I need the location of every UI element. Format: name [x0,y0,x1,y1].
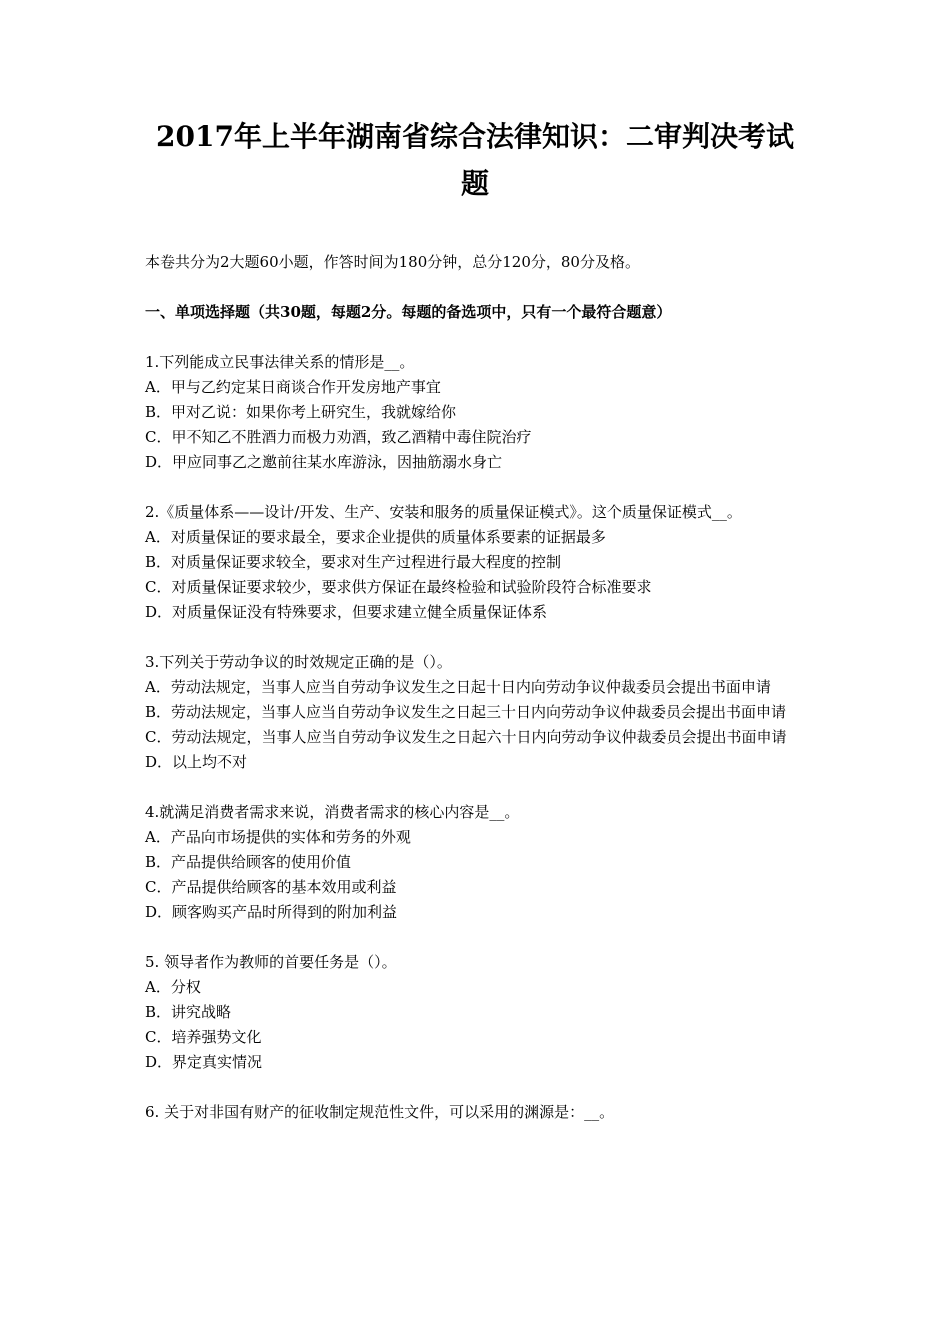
option-a: A．分权 [145,978,201,996]
option-a: A．对质量保证的要求最全，要求企业提供的质量体系要素的证据最多 [145,528,606,546]
question-stem: 4.就满足消费者需求来说，消费者需求的核心内容是__。 [145,803,520,821]
question-list [145,350,815,1150]
option-b: B．对质量保证要求较全，要求对生产过程进行最大程度的控制 [145,553,562,571]
question-stem: 2.《质量体系——设计/开发、生产、安装和服务的质量保证模式》。这个质量保证模式__。 [145,503,742,521]
option-c: C．劳动法规定，当事人应当自劳动争议发生之日起六十日内向劳动争议仲裁委员会提出书面申请 [145,728,787,746]
option-c: C．对质量保证要求较少，要求供方保证在最终检验和试验阶段符合标准要求 [145,578,652,596]
question-2 [145,500,815,625]
option-d: D．以上均不对 [145,753,248,771]
option-b: B．劳动法规定，当事人应当自劳动争议发生之日起三十日内向劳动争议仲裁委员会提出书面申请 [145,703,787,721]
question-5 [145,950,815,1075]
section-heading: 一、单项选择题（共30题，每题2分。每题的备选项中，只有一个最符合题意） [145,303,672,321]
option-c: C．甲不知乙不胜酒力而极力劝酒，致乙酒精中毒住院治疗 [145,428,532,446]
option-b: B．产品提供给顾客的使用价值 [145,853,352,871]
document-title: 2017年上半年湖南省综合法律知识：二审判决考试题 [156,120,794,200]
exam-intro: 本卷共分为2大题60小题，作答时间为180分钟，总分120分，80分及格。 [145,253,640,271]
option-d: D．顾客购买产品时所得到的附加利益 [145,903,398,921]
option-c: C．产品提供给顾客的基本效用或利益 [145,878,397,896]
question-4 [145,800,815,925]
question-stem: 6. 关于对非国有财产的征收制定规范性文件，可以采用的渊源是：__。 [145,1103,615,1121]
option-a: A．劳动法规定，当事人应当自劳动争议发生之日起十日内向劳动争议仲裁委员会提出书面申请 [145,678,771,696]
option-d: D．甲应同事乙之邀前往某水库游泳，因抽筋溺水身亡 [145,453,503,471]
option-a: A．产品向市场提供的实体和劳务的外观 [145,828,411,846]
option-d: D．界定真实情况 [145,1053,263,1071]
option-b: B．甲对乙说：如果你考上研究生，我就嫁给你 [145,403,457,421]
question-stem: 5. 领导者作为教师的首要任务是（）。 [145,953,397,971]
question-stem: 3.下列关于劳动争议的时效规定正确的是（）。 [145,653,452,671]
option-c: C．培养强势文化 [145,1028,262,1046]
question-6 [145,1100,815,1125]
question-1 [145,350,815,475]
question-3 [145,650,815,775]
option-d: D．对质量保证没有特殊要求，但要求建立健全质量保证体系 [145,603,548,621]
option-a: A．甲与乙约定某日商谈合作开发房地产事宜 [145,378,441,396]
option-b: B．讲究战略 [145,1003,232,1021]
question-stem: 1.下列能成立民事法律关系的情形是__。 [145,353,415,371]
